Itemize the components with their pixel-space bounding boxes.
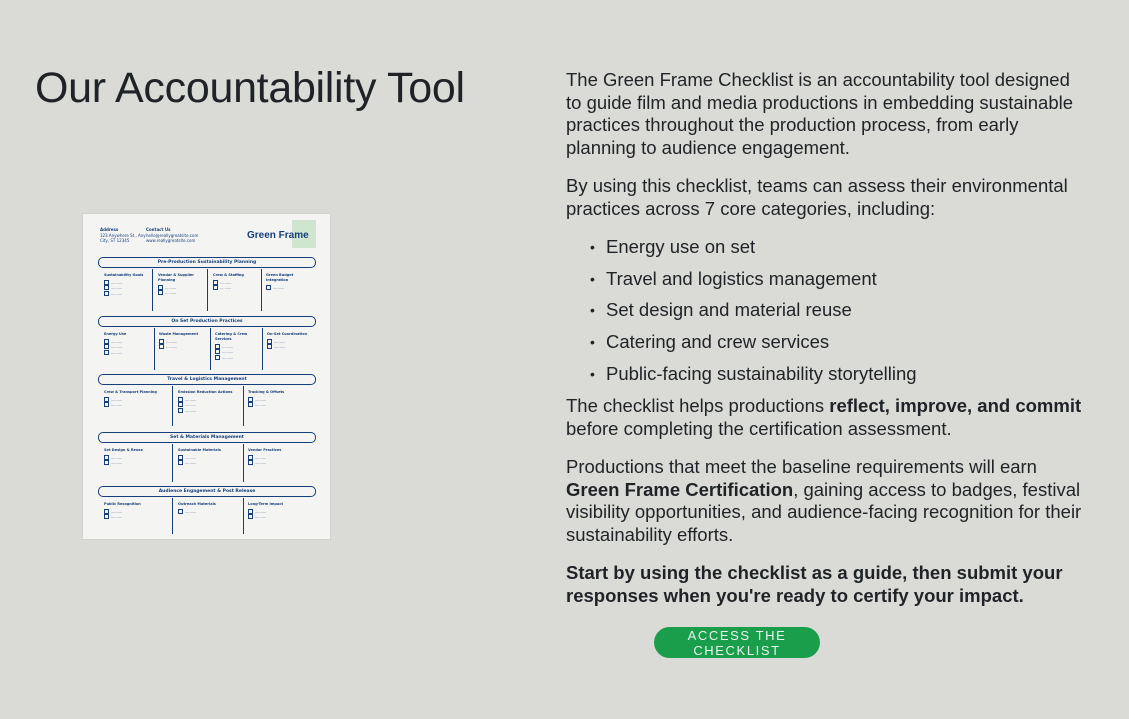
preview-section-header: Travel & Logistics Management [98, 374, 316, 385]
preview-contact: Contact Us hello@reallygreatsite.com www.reallygreatsite.com [146, 227, 199, 244]
preview-section-header: Audience Engagement & Post Release [98, 486, 316, 497]
list-item: • Travel and logistics management [606, 268, 1086, 291]
preview-section-header: Set & Materials Management [98, 432, 316, 443]
preview-logo-text: Green Frame [247, 230, 309, 241]
preview-section-grid: Sustainability Goals .......... .......... .......... Vendor & Supplier Planning .......... .......... Crew & Staffing .......... .......... Green Budget Integration .......... [100, 269, 316, 311]
list-item: • Set design and material reuse [606, 299, 1086, 322]
access-checklist-button-label: ACCESS THE CHECKLIST [687, 627, 787, 658]
call-to-action-text: Start by using the checklist as a guide, then submit your responses when you're ready to certify your impact. [566, 562, 1063, 606]
preview-section-grid: Crew & Transport Planning .......... .......... Emission Reduction Actions .......... .......... .......... Tracking & Offsets .......... .......... [100, 386, 316, 426]
categories-list [566, 236, 1086, 385]
list-item: • Catering and crew services [606, 331, 1086, 354]
preview-address: Address 123 Anywhere St., Any City, ST 12345 [100, 227, 146, 244]
categories-intro: By using this checklist, teams can assess their environmental practices across 7 core categories, including: [566, 175, 1068, 219]
certification-paragraph: Productions that meet the baseline requirements will earn Green Frame Certification, gaining access to badges, festival visibility opportunities, and audience-facing recognition for their sustainability efforts. [566, 456, 1082, 545]
preview-section-header: Pre-Production Sustainability Planning [98, 257, 316, 268]
page-title: Our Accountability Tool [35, 64, 465, 112]
intro-paragraph: The Green Frame Checklist is an accountability tool designed to guide film and media productions in embedding sustainable practices throughout the production process, from early planning to audience engagement. [566, 69, 1074, 158]
checklist-preview-image [83, 214, 330, 539]
preview-section-header: On Set Production Practices [98, 316, 316, 327]
description-column [566, 69, 1086, 623]
preview-section-grid: Public Recognition .......... .......... Outreach Materials .......... Long-Term Impact .......... .......... [100, 498, 316, 534]
access-checklist-button[interactable] [654, 627, 820, 658]
list-item: • Energy use on set [606, 236, 1086, 259]
preview-section-grid: Energy Use .......... .......... .......... Waste Management .......... .......... Catering & Crew Services .......... .......... .......... On-Set Coordination .......... .......... [100, 328, 316, 370]
checklist-purpose-paragraph: The checklist helps productions reflect, improve, and commit before completing the certification assessment. [566, 395, 1082, 439]
preview-section-grid: Set Design & Reuse .......... .......... Sustainable Materials .......... .......... Vendor Practices .......... .......... [100, 444, 316, 482]
list-item: • Public-facing sustainability storytelling [606, 363, 1086, 386]
